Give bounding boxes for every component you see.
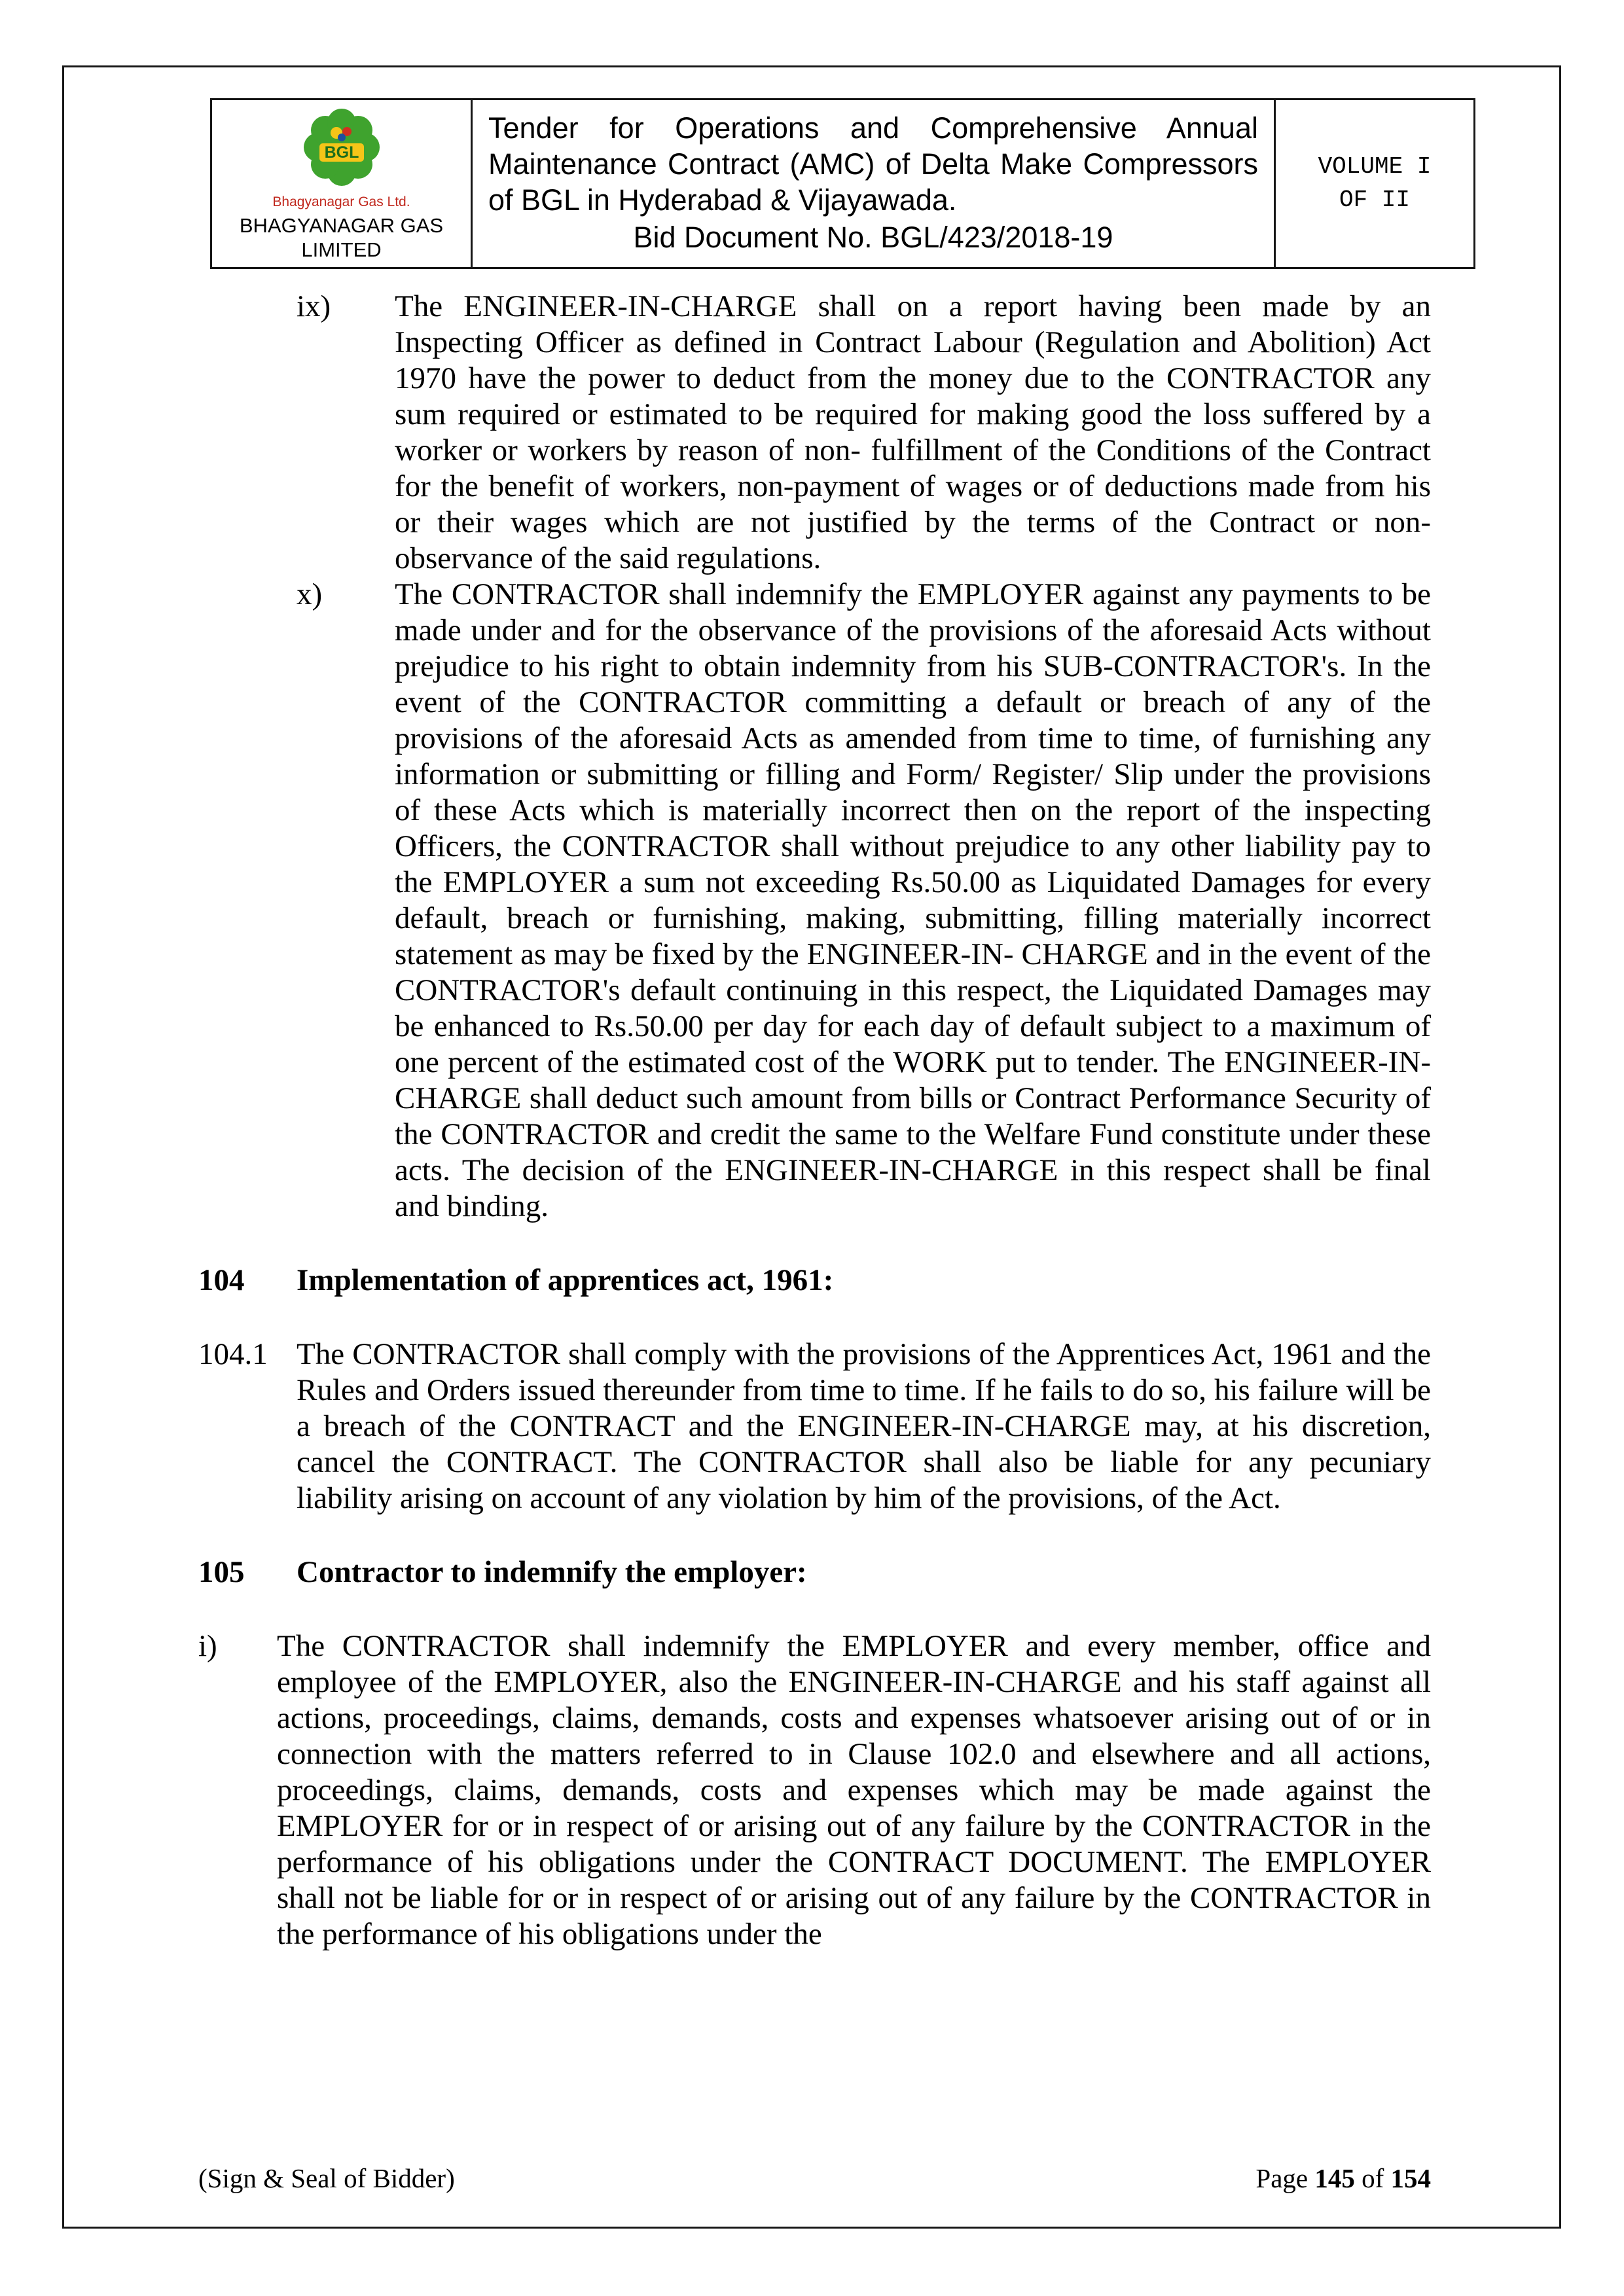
section-heading-105 (198, 1554, 1431, 1590)
document-body (198, 289, 1431, 1952)
total-pages: 154 (1390, 2163, 1431, 2193)
paragraph-104-1 (198, 1336, 1431, 1516)
volume-line-1: VOLUME I (1318, 153, 1432, 181)
logo-monogram: BGL (324, 143, 359, 162)
page-number: 145 (1314, 2163, 1355, 2193)
clause-text: The ENGINEER-IN-CHARGE shall on a report having been made by an Inspecting Officer as defined in Contract Labour (Regulation and Abolition) Act 1970 have the power to deduct from the money due to the CONTRACTOR any sum required or estimated to be required for making good the loss suffered by a worker or workers by reason of non- fulfillment of the Conditions of the Contract for the benefit of workers, non-payment of wages or of deductions made from his or their wages which are not justified by the terms of the Contract or non-observance of the said regulations. (395, 289, 1431, 576)
tender-title: Tender for Operations and Comprehensive Annual Maintenance Contract (AMC) of Delta Make Compressors of BGL in Hyderabad & Vijayawada. (488, 111, 1258, 217)
page-word: Page (1255, 2163, 1315, 2193)
clause-text: The CONTRACTOR shall indemnify the EMPLOYER against any payments to be made under and for the observance of the provisions of the aforesaid Acts without prejudice to his right to obtain indemnity from his SUB-CONTRACTOR's. In the event of the CONTRACTOR committing a default or breach of any of the provisions of the aforesaid Acts as amended from time to time, of furnishing any information or submitting or filling and Form/ Register/ Slip under the provisions of these Acts which is materially incorrect then on the report of the inspecting Officers, the CONTRACTOR shall without prejudice to any other liability pay to the EMPLOYER a sum not exceeding Rs.50.00 as Liquidated Damages for every default, breach or furnishing, making, submitting, filling materially incorrect statement as may be fixed by the ENGINEER-IN- CHARGE and in the event of the CONTRACTOR's default continuing in this respect, the Liquidated Damages may be enhanced to Rs.50.00 per day for each day of default subject to a maximum of one percent of the estimated cost of the WORK put to tender. The ENGINEER-IN-CHARGE shall deduct such amount from bills or Contract Performance Security of the CONTRACTOR and credit the same to the Welfare Fund constitute under these acts. The decision of the ENGINEER-IN-CHARGE in this respect shall be final and binding. (395, 577, 1431, 1224)
clause-marker: x) (297, 577, 323, 612)
volume-cell (1276, 100, 1473, 267)
logo-caption: Bhagyanagar Gas Ltd. (272, 194, 410, 209)
paragraph-marker: i) (198, 1629, 217, 1664)
section-title: Contractor to indemnify the employer: (297, 1555, 807, 1590)
section-title: Implementation of apprentices act, 1961: (297, 1263, 834, 1298)
section-number: 104 (198, 1263, 245, 1298)
section-heading-104 (198, 1263, 1431, 1299)
paragraph-number: 104.1 (198, 1337, 268, 1372)
page-indicator (1255, 2162, 1431, 2194)
sign-seal-note: (Sign & Seal of Bidder) (198, 2163, 455, 2193)
of-word: of (1354, 2163, 1391, 2193)
page-footer (198, 2162, 1431, 2194)
clause-ix (198, 289, 1431, 577)
flame-icon (338, 134, 346, 141)
clause-marker: ix) (297, 289, 331, 324)
paragraph-text: The CONTRACTOR shall comply with the provisions of the Apprentices Act, 1961 and the Rules and Orders issued thereunder from time to time. If he fails to do so, his failure will be a breach of the CONTRACT and the ENGINEER-IN-CHARGE may, at his discretion, cancel the CONTRACT. The CONTRACTOR shall also be liable for any pecuniary liability arising on account of any violation by him of the provisions, of the Act. (297, 1337, 1431, 1516)
bgl-logo (297, 107, 386, 193)
clause-x (198, 577, 1431, 1225)
paragraph-text: The CONTRACTOR shall indemnify the EMPLOYER and every member, office and employee of the EMPLOYER, also the ENGINEER-IN-CHARGE and his staff against all actions, proceedings, claims, demands, costs and expenses whatsoever arising out of or in connection with the matters referred to in Clause 102.0 and elsewhere and all actions, proceedings, claims, demands, costs and expenses which may be made against the EMPLOYER for or in respect of or arising out of any failure by the CONTRACTOR in the performance of his obligations under the CONTRACT DOCUMENT. The EMPLOYER shall not be liable for or in respect of or arising out of any failure by the CONTRACTOR in the performance of his obligations under the (277, 1629, 1431, 1952)
title-cell (473, 100, 1276, 267)
paragraph-i (198, 1628, 1431, 1952)
volume-line-2: OF II (1339, 186, 1411, 213)
org-logo-cell (212, 100, 473, 267)
bid-doc-no: Bid Document No. BGL/423/2018-19 (633, 220, 1113, 254)
header (210, 98, 1475, 269)
section-number: 105 (198, 1555, 245, 1590)
document-page-border (62, 65, 1561, 2229)
org-name: BHAGYANAGAR GAS LIMITED (239, 214, 444, 261)
